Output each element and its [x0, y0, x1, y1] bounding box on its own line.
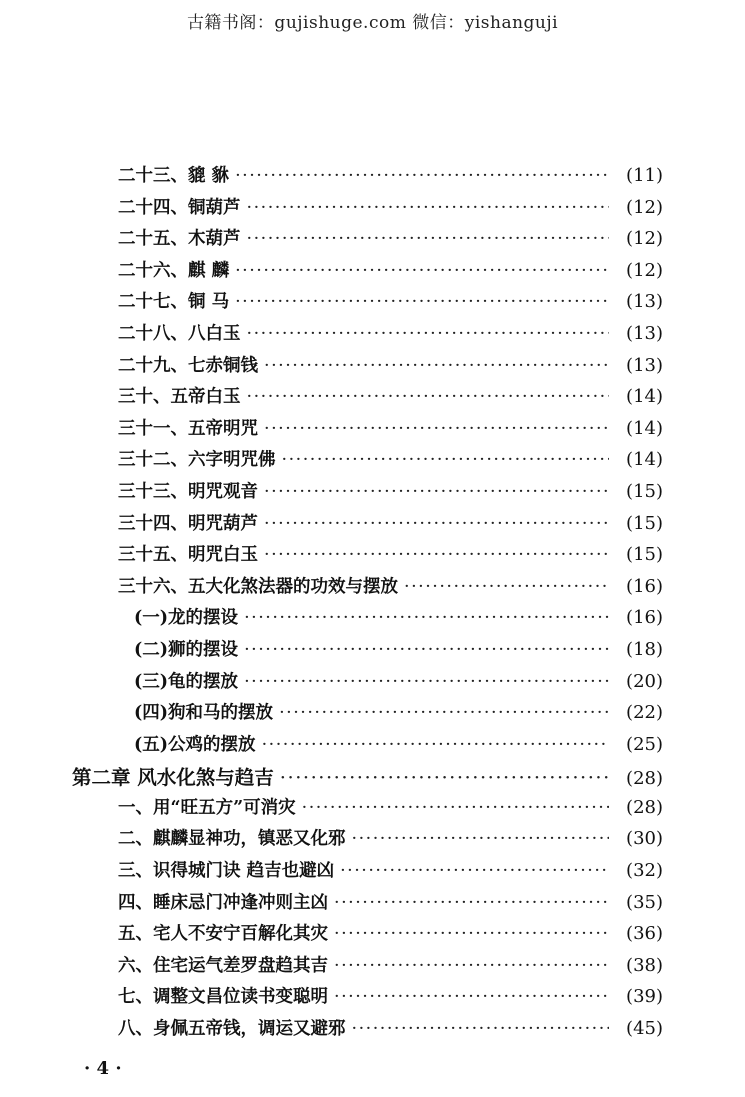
- toc-entry-page: (39): [626, 986, 663, 1008]
- dot-leader: [340, 861, 609, 881]
- dot-leader: [244, 672, 609, 692]
- toc-entry[interactable]: [118, 699, 663, 731]
- toc-chapter-heading[interactable]: [72, 762, 663, 794]
- toc-entry[interactable]: [118, 952, 663, 984]
- toc-entry-title: 二十七、铜 马: [118, 292, 230, 313]
- toc-entry-page: (12): [626, 259, 663, 281]
- dot-leader: [334, 987, 609, 1007]
- dot-leader: [247, 229, 610, 249]
- toc-entry-title: (四)狗和马的摆放: [134, 703, 274, 724]
- toc-entry[interactable]: [118, 352, 663, 384]
- toc-entry-page: (11): [626, 165, 663, 186]
- dot-leader: [235, 292, 609, 312]
- toc-entry-page: (36): [626, 923, 663, 945]
- toc-entry-page: (14): [626, 449, 663, 471]
- dot-leader: [235, 166, 609, 186]
- toc-entry-title: 一、用“旺五方”可消灾: [118, 797, 296, 818]
- toc-entry-title: 二十四、铜葫芦: [118, 197, 241, 218]
- toc-entry-title: (一)龙的摆设: [134, 608, 239, 629]
- toc-entry-title: 三、识得城门诀 趋吉也避凶: [118, 861, 335, 882]
- toc-entry[interactable]: [118, 225, 663, 257]
- toc-entry-page: (15): [626, 512, 663, 534]
- toc-entry-title: 三十二、六字明咒佛: [118, 450, 276, 471]
- toc-entry[interactable]: [118, 636, 663, 668]
- toc-entry[interactable]: [118, 825, 663, 857]
- toc-entry-page: (16): [626, 575, 663, 597]
- toc-entry[interactable]: [118, 1015, 663, 1047]
- table-of-contents: [72, 162, 663, 1047]
- toc-entry[interactable]: [118, 288, 663, 320]
- toc-entry[interactable]: [118, 257, 663, 289]
- dot-leader: [247, 387, 610, 407]
- toc-entry-page: (45): [626, 1018, 663, 1040]
- toc-entry-page: (12): [626, 196, 663, 218]
- toc-entry[interactable]: [118, 383, 663, 415]
- toc-entry[interactable]: [118, 983, 663, 1015]
- toc-entry-title: 二十九、七赤铜钱: [118, 355, 258, 376]
- toc-entry-title: (二)狮的摆设: [134, 639, 239, 660]
- toc-entry-page: (25): [626, 733, 663, 755]
- toc-entry[interactable]: [118, 731, 663, 763]
- toc-entry-page: (22): [626, 702, 663, 724]
- dot-leader: [302, 798, 609, 818]
- toc-entry-page: (28): [626, 796, 663, 818]
- toc-entry[interactable]: [118, 920, 663, 952]
- toc-entry-page: (13): [626, 322, 663, 344]
- toc-entry-page: (35): [626, 891, 663, 913]
- dot-leader: [280, 766, 609, 789]
- dot-leader: [264, 356, 609, 376]
- toc-entry-page: (28): [626, 768, 663, 790]
- toc-entry-title: (三)龟的摆放: [134, 671, 239, 692]
- toc-entry-page: (13): [626, 354, 663, 376]
- toc-entry-page: (38): [626, 954, 663, 976]
- toc-entry-title: 三十三、明咒观音: [118, 481, 258, 502]
- toc-entry-title: 二十八、八白玉: [118, 323, 241, 344]
- toc-entry-title: 三十、五帝白玉: [118, 387, 241, 408]
- dot-leader: [264, 545, 609, 565]
- watermark-header: 古籍书阁：gujishuge.com 微信：yishanguji: [186, 13, 559, 33]
- toc-entry-title: 四、睡床忌门冲逢冲则主凶: [118, 892, 328, 913]
- toc-entry-page: (15): [626, 480, 663, 502]
- toc-entry-page: (32): [626, 860, 663, 882]
- toc-entry[interactable]: [118, 194, 663, 226]
- toc-entry[interactable]: [118, 510, 663, 542]
- toc-entry-title: 三十一、五帝明咒: [118, 418, 258, 439]
- toc-entry-page: (14): [626, 417, 663, 439]
- toc-entry[interactable]: [118, 320, 663, 352]
- page-number: · 4 ·: [84, 1058, 122, 1079]
- dot-leader: [404, 577, 609, 597]
- dot-leader: [279, 703, 609, 723]
- toc-entry[interactable]: [118, 604, 663, 636]
- toc-entry-title: 二十五、木葫芦: [118, 229, 241, 250]
- toc-entry-title: 三十六、五大化煞法器的功效与摆放: [118, 576, 398, 597]
- toc-entry-page: (30): [626, 828, 663, 850]
- toc-entry-page: (20): [626, 670, 663, 692]
- dot-leader: [264, 514, 609, 534]
- toc-entry-title: 三十四、明咒葫芦: [118, 513, 258, 534]
- dot-leader: [334, 893, 609, 913]
- toc-entry-title: 三十五、明咒白玉: [118, 545, 258, 566]
- toc-entry-page: (13): [626, 291, 663, 313]
- toc-entry-title: 七、调整文昌位读书变聪明: [118, 987, 328, 1008]
- dot-leader: [247, 198, 610, 218]
- dot-leader: [264, 482, 609, 502]
- dot-leader: [352, 1019, 610, 1039]
- dot-leader: [247, 324, 610, 344]
- dot-leader: [352, 829, 610, 849]
- toc-entry-title: (五)公鸡的摆放: [134, 734, 256, 755]
- toc-entry-page: (18): [626, 638, 663, 660]
- toc-entry-title: 八、身佩五帝钱，调运又避邪: [118, 1019, 346, 1040]
- toc-entry-page: (16): [626, 607, 663, 629]
- toc-entry-title: 第二章 风水化煞与趋吉: [72, 766, 274, 790]
- toc-entry-title: 五、宅人不安宁百解化其灾: [118, 924, 328, 945]
- toc-entry[interactable]: [118, 478, 663, 510]
- dot-leader: [244, 640, 609, 660]
- toc-entry[interactable]: [118, 794, 663, 826]
- toc-entry[interactable]: [118, 573, 663, 605]
- toc-entry-title: 二十六、麒 麟: [118, 260, 230, 281]
- dot-leader: [244, 608, 609, 628]
- toc-entry[interactable]: [118, 541, 663, 573]
- dot-leader: [262, 735, 609, 755]
- toc-entry[interactable]: [118, 162, 663, 194]
- toc-entry-page: (14): [626, 386, 663, 408]
- toc-entry[interactable]: [118, 889, 663, 921]
- toc-entry-page: (12): [626, 228, 663, 250]
- dot-leader: [264, 419, 609, 439]
- toc-entry[interactable]: [118, 668, 663, 700]
- toc-entry[interactable]: [118, 446, 663, 478]
- dot-leader: [334, 956, 609, 976]
- toc-entry-title: 六、住宅运气差罗盘趋其吉: [118, 955, 328, 976]
- toc-entry[interactable]: [118, 857, 663, 889]
- toc-entry-page: (15): [626, 544, 663, 566]
- dot-leader: [235, 261, 609, 281]
- toc-entry-title: 二、麒麟显神功，镇恶又化邪: [118, 829, 346, 850]
- dot-leader: [282, 450, 610, 470]
- toc-entry-title: 二十三、貔 貅: [118, 166, 230, 186]
- toc-entry[interactable]: [118, 415, 663, 447]
- dot-leader: [334, 924, 609, 944]
